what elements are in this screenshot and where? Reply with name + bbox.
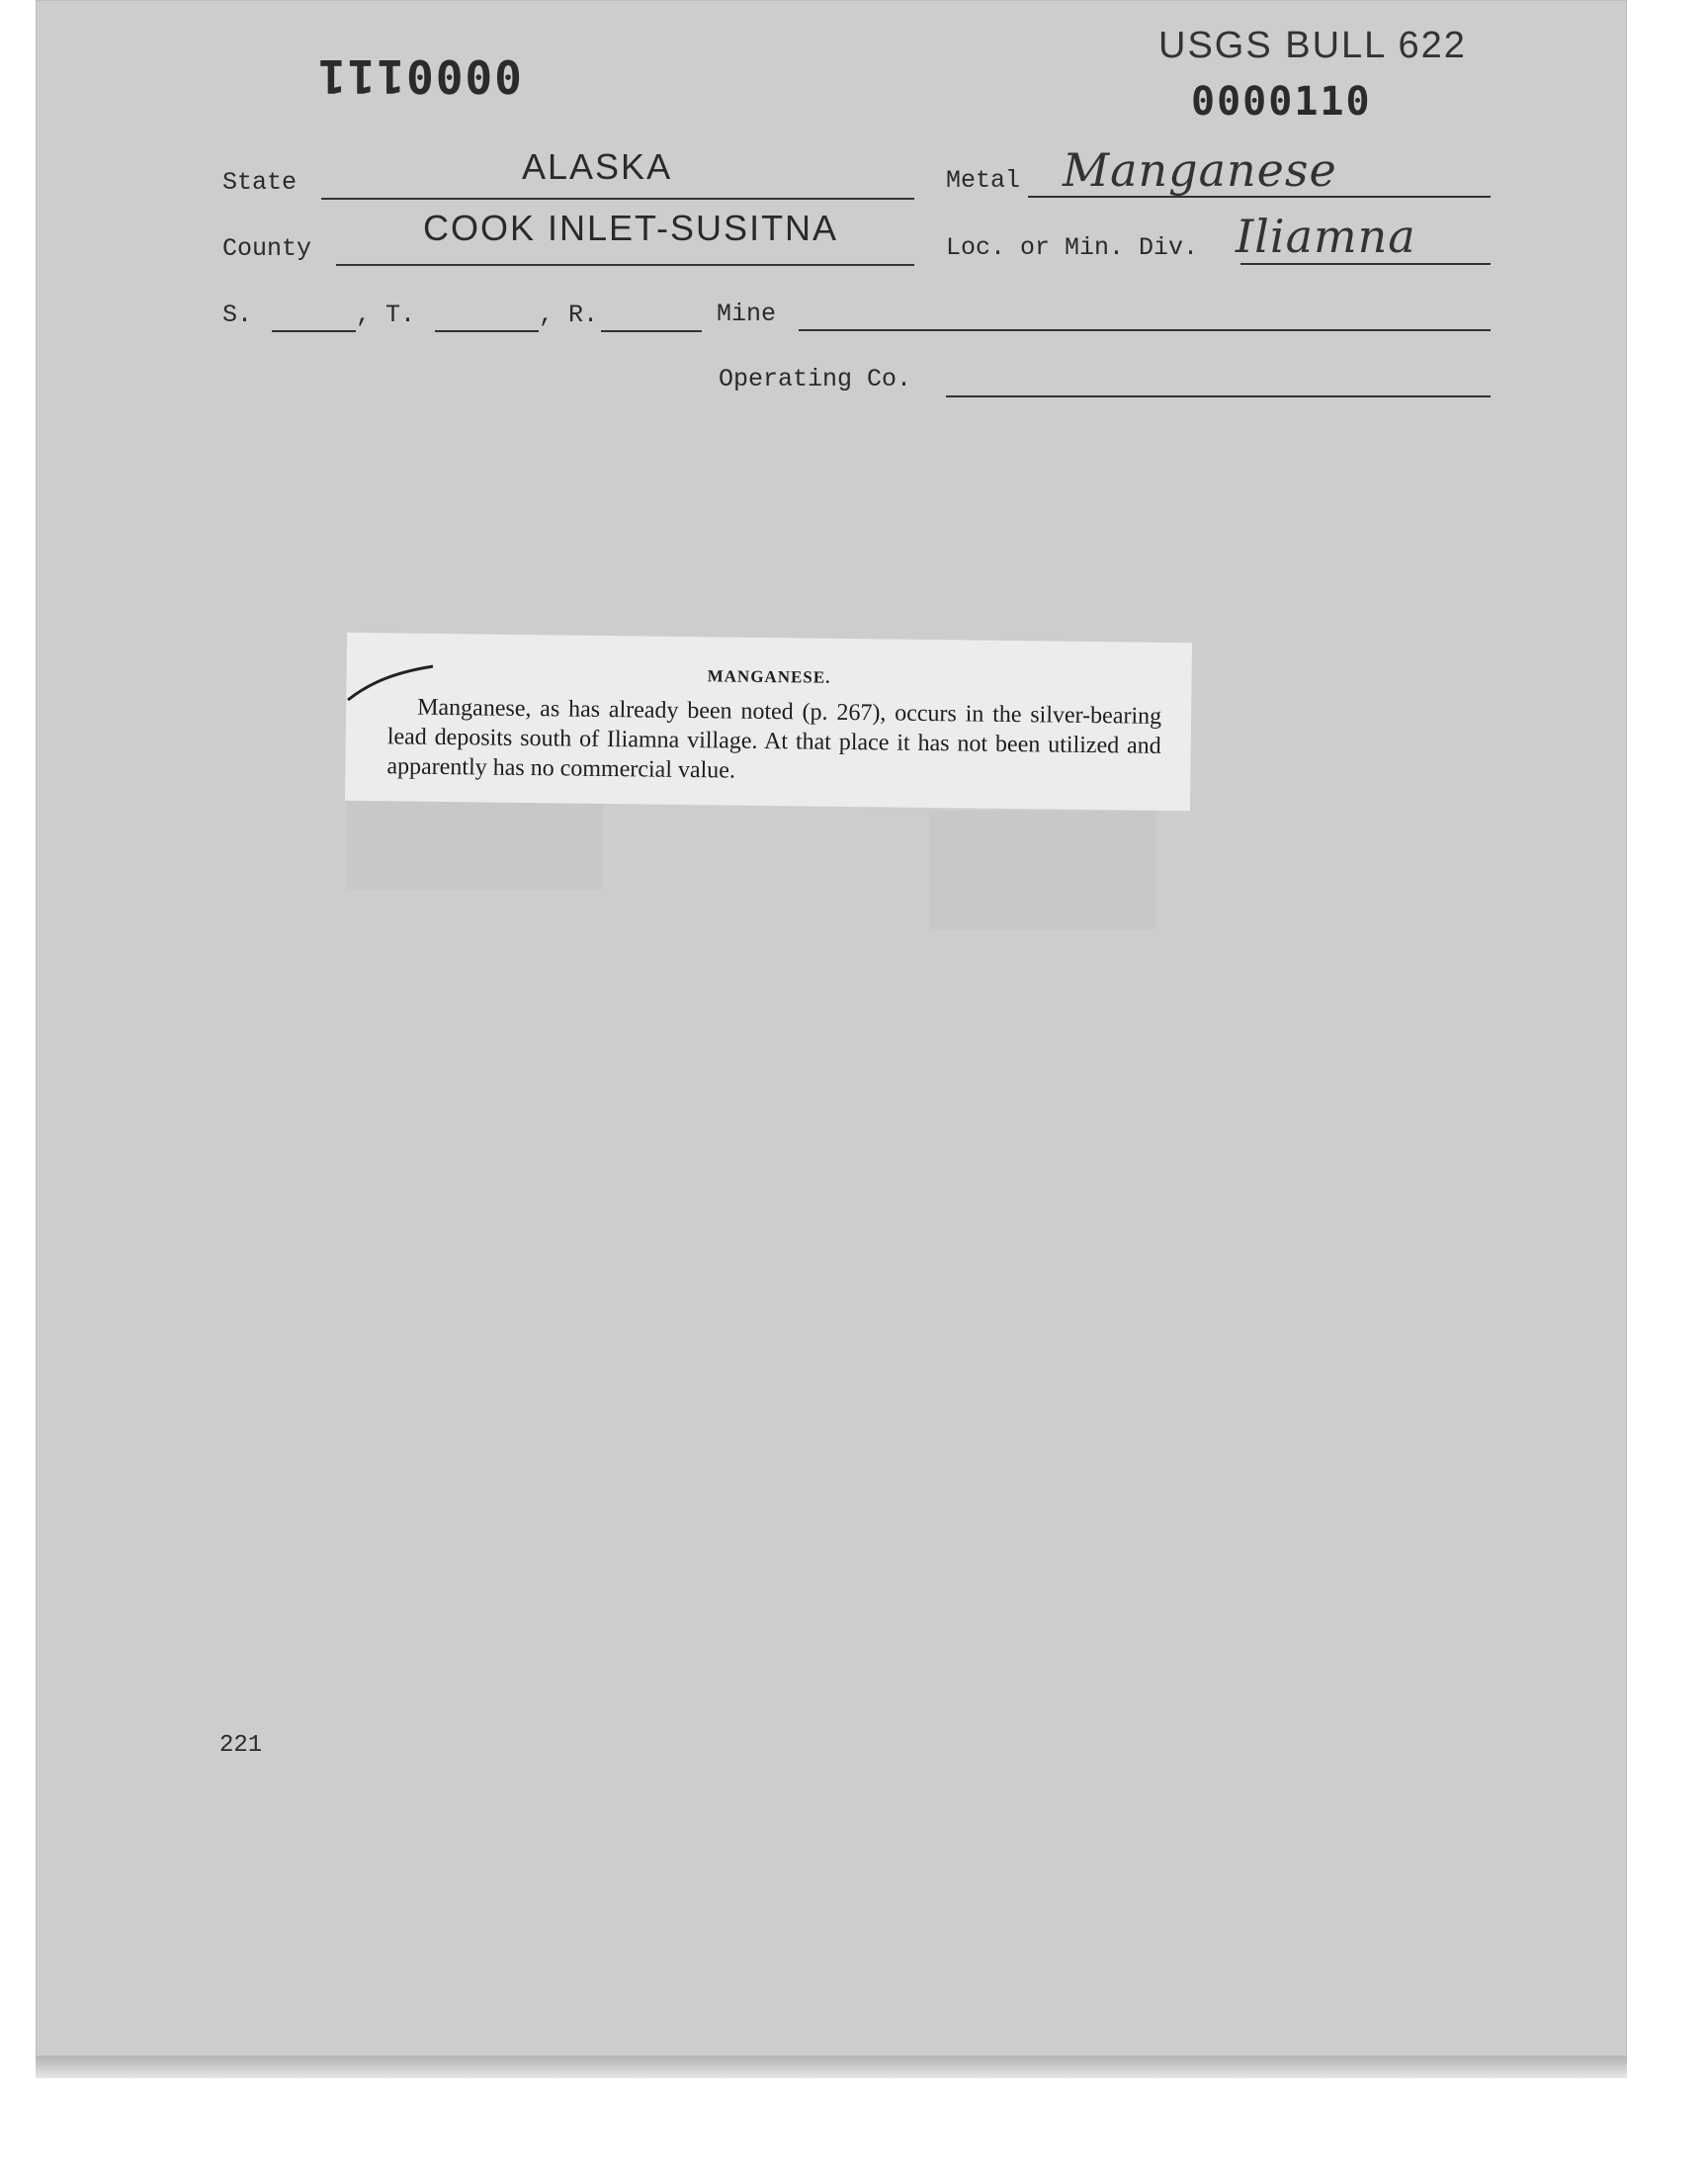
sheet-edge-shadow: [36, 2056, 1627, 2078]
clipping-text: Manganese, as has already been noted (p. 267), occurs in the silver-bearing lead deposits south of Iliamna village. At that place it has not been utilized and apparently has no commercial value.: [386, 694, 1162, 784]
loc-field-line: [1240, 263, 1491, 265]
loc-value-handwritten: Iliamna: [1236, 210, 1416, 263]
state-label: State: [222, 168, 298, 197]
bulletin-reference: USGS BULL 622: [1158, 25, 1467, 66]
county-value: COOK INLET-SUSITNA: [423, 208, 839, 248]
county-label: County: [222, 234, 312, 263]
mine-field-line: [799, 329, 1491, 331]
operating-co-field-line: [946, 395, 1491, 397]
range-label: , R.: [539, 301, 599, 329]
township-field-line: [435, 330, 539, 332]
state-value: ALASKA: [522, 146, 673, 187]
record-number-stamp: 0000110: [1191, 79, 1372, 125]
page-number: 221: [219, 1732, 263, 1759]
pasted-clipping: [345, 633, 1192, 811]
township-label: , T.: [356, 301, 416, 329]
clipping-title: MANGANESE.: [707, 666, 831, 687]
bleed-through-mark: [346, 801, 603, 890]
metal-label: Metal: [946, 166, 1021, 195]
range-field-line: [601, 330, 702, 332]
mine-label: Mine: [717, 300, 777, 328]
record-number-stamp-inverted: 0000111: [316, 49, 522, 103]
document-sheet: [36, 0, 1627, 2056]
county-field-line: [336, 264, 914, 266]
metal-value-handwritten: Manganese: [1063, 143, 1337, 197]
bleed-through-mark: [929, 811, 1156, 929]
operating-co-label: Operating Co.: [719, 365, 912, 393]
section-field-line: [272, 330, 356, 332]
section-label: S.: [222, 301, 253, 329]
state-field-line: [321, 198, 914, 200]
loc-label: Loc. or Min. Div.: [946, 233, 1199, 262]
check-mark-icon: [346, 662, 435, 702]
